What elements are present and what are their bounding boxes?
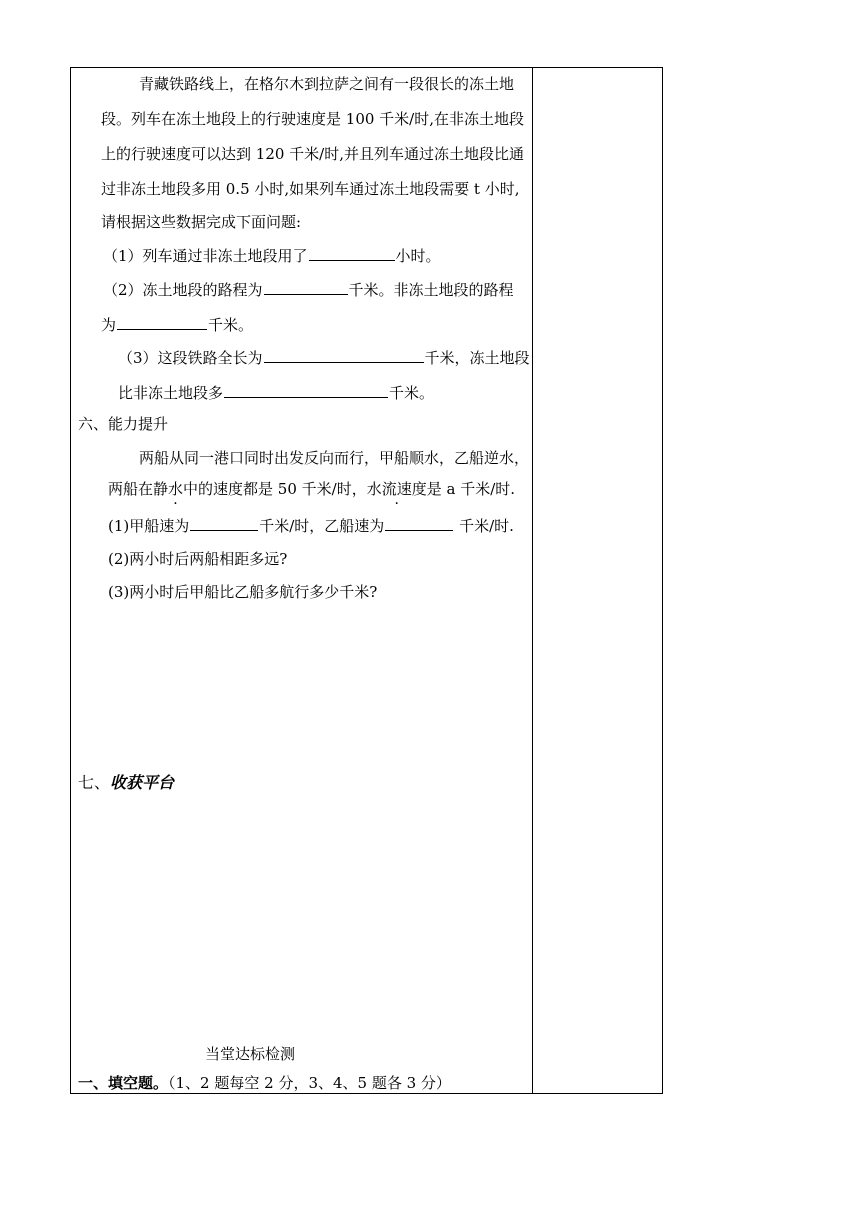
question-2-line2 bbox=[101, 314, 253, 335]
boat-question-2: (2)两小时后两船相距多远? bbox=[108, 550, 288, 568]
boat-question-1 bbox=[108, 515, 514, 536]
intro-line-5: 请根据这些数据完成下面问题: bbox=[101, 213, 302, 231]
question-2-line2-post: 千米。 bbox=[208, 316, 254, 334]
boat-line-2-post: 是 a 千米/时. bbox=[426, 480, 516, 498]
question-3-mid: 千米，冻土地段 bbox=[424, 349, 530, 367]
boat-question-3: (3)两小时后甲船比乙船多航行多少千米? bbox=[108, 583, 378, 601]
intro-line-3: 上的行驶速度可以达到 120 千米/时,并且列车通过冻土地段比通 bbox=[101, 145, 524, 163]
test-title: 当堂达标检测 bbox=[205, 1045, 296, 1063]
question-3-line2-pre: 比非冻土地段多 bbox=[118, 384, 224, 402]
question-2-line2-pre: 为 bbox=[101, 316, 117, 334]
intro-line-4: 过非冻土地段多用 0.5 小时,如果列车通过冻土地段需要 t 小时, bbox=[101, 180, 520, 198]
question-3-line2 bbox=[118, 382, 434, 403]
fill-blank-note: （1、2 题每空 2 分，3、4、5 题各 3 分） bbox=[168, 1074, 451, 1092]
blank-q2b[interactable] bbox=[117, 314, 207, 330]
section-7-number: 七、 bbox=[78, 773, 111, 792]
blank-q1[interactable] bbox=[309, 245, 395, 261]
section-7-title bbox=[78, 773, 174, 793]
boat-line-1: 两船从同一港口同时出发反向而行，甲船顺水，乙船逆水， bbox=[139, 449, 530, 467]
intro-line-1: 青藏铁路线上，在格尔木到拉萨之间有一段很长的冻土地 bbox=[139, 75, 515, 93]
emphasis-still-water: 静水中 bbox=[153, 480, 199, 498]
boat-line-2 bbox=[108, 479, 515, 499]
question-1-post: 小时。 bbox=[395, 247, 441, 265]
blank-q3a[interactable] bbox=[264, 347, 424, 363]
question-2 bbox=[103, 279, 514, 300]
blank-boat-a[interactable] bbox=[190, 515, 258, 531]
boat-question-1-mid: 千米/时，乙船速为 bbox=[259, 517, 385, 535]
question-3-line2-post: 千米。 bbox=[389, 384, 435, 402]
section-6-title: 六、能力提升 bbox=[78, 415, 169, 433]
fill-blank-label: 一、填空题。 bbox=[78, 1074, 169, 1092]
intro-line-2: 段。列车在冻土地段上的行驶速度是 100 千米/时,在非冻土地段 bbox=[101, 110, 524, 128]
blank-q3b[interactable] bbox=[224, 382, 388, 398]
boat-question-1-pre: (1)甲船速为 bbox=[108, 517, 190, 535]
boat-line-2-mid: 的速度都是 50 千米/时， bbox=[198, 480, 367, 498]
question-1-pre: （1）列车通过非冻土地段用了 bbox=[103, 247, 308, 265]
blank-q2a[interactable] bbox=[264, 279, 348, 295]
question-2-mid: 千米。非冻土地段的路程 bbox=[348, 281, 514, 299]
question-2-pre: （2）冻土地段的路程为 bbox=[103, 281, 263, 299]
fill-blank-heading bbox=[78, 1073, 451, 1093]
question-3-pre: （3）这段铁路全长为 bbox=[118, 349, 263, 367]
boat-line-2-pre: 两船在 bbox=[108, 480, 154, 498]
boat-question-1-post: 千米/时. bbox=[454, 517, 514, 535]
question-3 bbox=[118, 347, 530, 368]
emphasis-current-speed: 水流速度 bbox=[366, 480, 427, 498]
column-divider bbox=[532, 67, 533, 1094]
blank-boat-b[interactable] bbox=[385, 515, 453, 531]
section-7-label: 收获平台 bbox=[110, 773, 175, 792]
question-1 bbox=[103, 245, 441, 266]
